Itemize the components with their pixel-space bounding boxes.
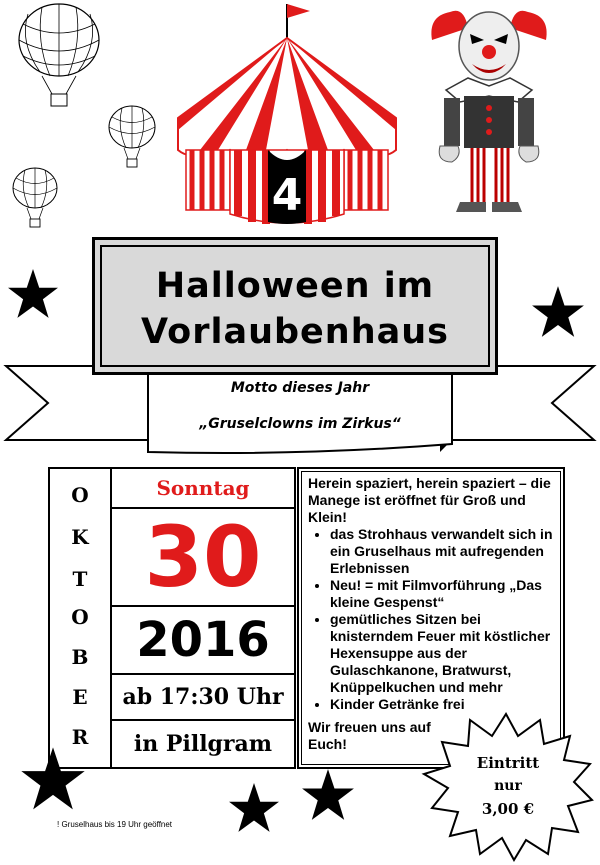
info-bullet: • Neu! = mit Filmvorführung „Das kleine Gespenst“ xyxy=(330,577,555,611)
admission-line-2: nur xyxy=(494,778,522,794)
month-letter: B xyxy=(71,645,89,669)
banner-line-2: „Gruselclowns im Zirkus“ xyxy=(199,416,401,432)
info-closing: Wir freuen uns auf Euch! xyxy=(308,719,431,752)
info-intro: Herein spaziert, herein spaziert – die Manege ist eröffnet für Groß und Klein! xyxy=(308,475,551,525)
year-label: 2016 xyxy=(112,607,294,675)
info-bullet: • gemütliches Sitzen bei knisterndem Feuer mit köstlicher Hexensuppe aus der Gulaschkanone, Bratwurst, Knüppelkuchen und mehr xyxy=(330,611,555,696)
star-icon-bottom-right xyxy=(300,768,356,822)
month-letter: O xyxy=(71,483,89,507)
title-line-2: Vorlaubenhaus xyxy=(140,312,449,352)
star-icon-bottom-center xyxy=(228,782,280,834)
month-letter: K xyxy=(71,525,89,549)
weekday-label: Sonntag xyxy=(112,469,294,509)
time-label: ab 17:30 Uhr xyxy=(112,675,294,721)
hot-air-balloon-medium-icon xyxy=(106,104,158,170)
admission-line-1: Eintritt xyxy=(476,754,540,772)
calendar-block xyxy=(48,467,296,769)
month-letters-column xyxy=(50,469,112,767)
hot-air-balloon-large-icon xyxy=(14,2,104,110)
star-icon-right-top xyxy=(530,285,586,339)
month-letter: T xyxy=(72,567,88,591)
title-line-1: Halloween im xyxy=(155,266,435,306)
info-bullet-list xyxy=(308,526,555,713)
star-icon-left-top xyxy=(6,268,60,320)
footnote: ! Gruselhaus bis 19 Uhr geöffnet xyxy=(57,820,173,829)
place-label: in Pillgram xyxy=(133,731,273,757)
tent-number: 4 xyxy=(271,170,303,221)
hot-air-balloon-small-icon xyxy=(10,166,60,230)
creepy-clown-icon xyxy=(428,6,550,214)
info-bullet: • Kinder Getränke frei xyxy=(330,696,555,713)
banner-line-1: Motto dieses Jahr xyxy=(230,380,370,396)
admission-starburst xyxy=(418,712,594,862)
month-letter: O xyxy=(71,605,89,629)
info-bullet: • das Strohhaus verwandelt sich in ein Gruselhaus mit aufregenden Erlebnissen xyxy=(330,526,555,577)
circus-tent-icon xyxy=(170,0,404,228)
month-letter: R xyxy=(71,725,89,749)
month-letter: E xyxy=(72,685,88,709)
day-number: 30 xyxy=(112,509,294,607)
title-box xyxy=(92,237,498,375)
admission-line-3: 3,00 € xyxy=(481,800,535,818)
